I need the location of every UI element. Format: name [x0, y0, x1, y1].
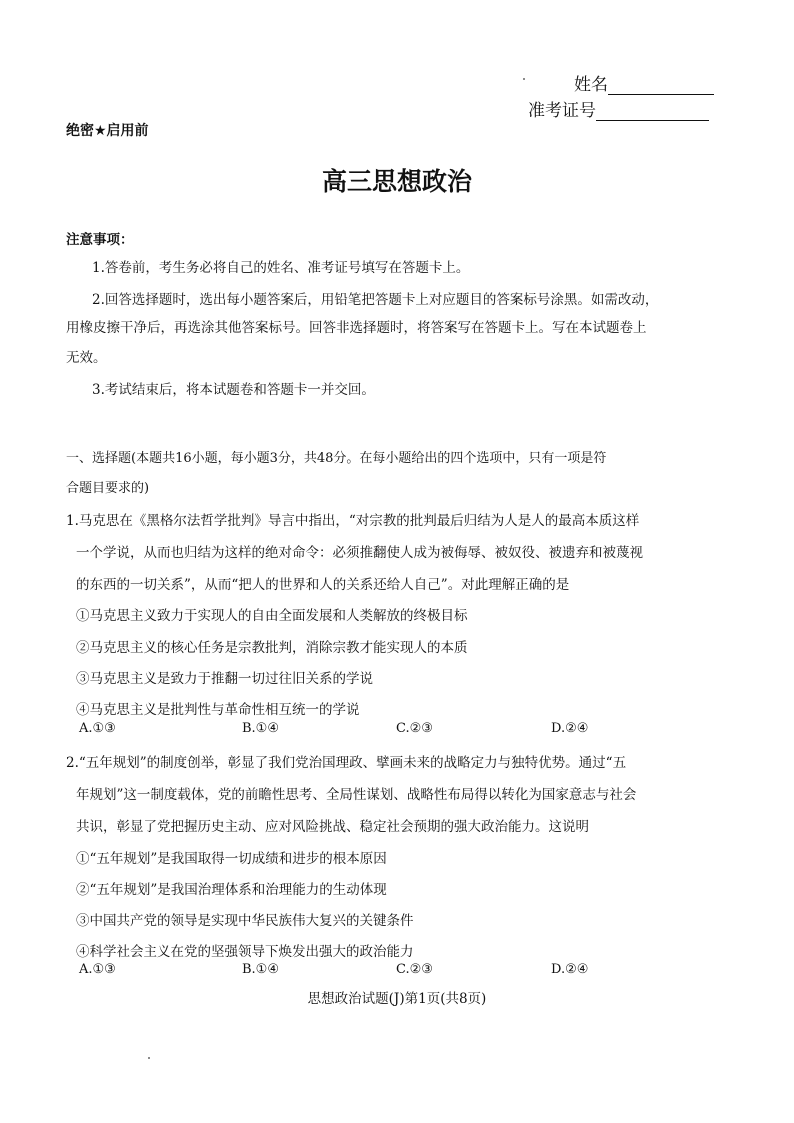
note-line: 无效。 [66, 350, 107, 366]
question-1-statement: ①马克思主义致力于实现人的自由全面发展和人类解放的终极目标 [76, 608, 468, 624]
scan-dot [523, 78, 525, 80]
question-1-statement: ③马克思主义是致力于推翻一切过往旧关系的学说 [76, 671, 373, 687]
name-field-row [574, 70, 714, 95]
question-1-stem: 1.马克思在《黑格尔法哲学批判》导言中指出，“对宗教的批判最后归结为人是人的最高本质这样 [66, 513, 640, 529]
name-blank [608, 76, 714, 95]
question-1-stem: 一个学说，从而也归结为这样的绝对命令：必须推翻使人成为被侮辱、被奴役、被遗弃和被蔑视 [76, 545, 643, 561]
question-2-statement: ①“五年规划”是我国取得一切成绩和进步的根本原因 [76, 851, 387, 867]
question-2-option-c: C.②③ [396, 962, 433, 977]
question-2-option-a: A.①③ [79, 962, 116, 977]
question-1-option-a: A.①③ [79, 721, 116, 736]
question-2-statement: ②“五年规划”是我国治理体系和治理能力的生动体现 [76, 882, 387, 898]
note-line: 2.回答选择题时，选出每小题答案后，用铅笔把答题卡上对应题目的答案标号涂黑。如需改动， [92, 292, 659, 308]
question-2-stem: 共识，彰显了党把握历史主动、应对风险挑战、稳定社会预期的强大政治能力。这说明 [76, 819, 589, 835]
secret-mark: 绝密★启用前 [66, 123, 149, 139]
question-2-option-d: D.②④ [551, 962, 589, 977]
question-2-stem: 年规划”这一制度载体，党的前瞻性思考、全局性谋划、战略性布局得以转化为国家意志与社会 [76, 787, 637, 803]
page-title: 高三思想政治 [321, 167, 472, 196]
question-1-statement: ④马克思主义是批判性与革命性相互统一的学说 [76, 702, 360, 718]
section-heading: 一、选择题(本题共16小题，每小题3分，共48分。在每小题给出的四个选项中，只有一项是符 [66, 451, 607, 466]
scan-dot [148, 1057, 150, 1059]
page-footer: 思想政治试题(J)第1页(共8页) [307, 991, 487, 1007]
note-line: 3.考试结束后，将本试题卷和答题卡一并交回。 [92, 382, 375, 398]
exam-id-blank [596, 102, 709, 121]
name-label: 姓名 [574, 75, 608, 95]
question-1-option-b: B.①④ [242, 721, 279, 736]
question-2-statement: ④科学社会主义在党的坚强领导下焕发出强大的政治能力 [76, 944, 414, 960]
question-1-option-d: D.②④ [551, 721, 589, 736]
exam-id-field-row [528, 96, 709, 121]
note-line: 用橡皮擦干净后，再选涂其他答案标号。回答非选择题时，将答案写在答题卡上。写在本试题卷上 [66, 320, 647, 336]
exam-id-label: 准考证号 [528, 101, 596, 121]
question-1-statement: ②马克思主义的核心任务是宗教批判，消除宗教才能实现人的本质 [76, 640, 468, 656]
question-2-option-b: B.①④ [242, 962, 279, 977]
question-1-stem: 的东西的一切关系”，从而“把人的世界和人的关系还给人自己”。对此理解正确的是 [76, 577, 570, 593]
section-heading-cont: 合题目要求的) [66, 481, 150, 496]
note-line: 1.答卷前，考生务必将自己的姓名、准考证号填写在答题卡上。 [92, 260, 470, 276]
question-2-stem: 2.“五年规划”的制度创举，彰显了我们党治国理政、擘画未来的战略定力与独特优势。通过“五 [66, 755, 627, 771]
notes-heading: 注意事项： [66, 232, 134, 248]
question-2-statement: ③中国共产党的领导是实现中华民族伟大复兴的关键条件 [76, 913, 414, 929]
question-1-option-c: C.②③ [396, 721, 433, 736]
